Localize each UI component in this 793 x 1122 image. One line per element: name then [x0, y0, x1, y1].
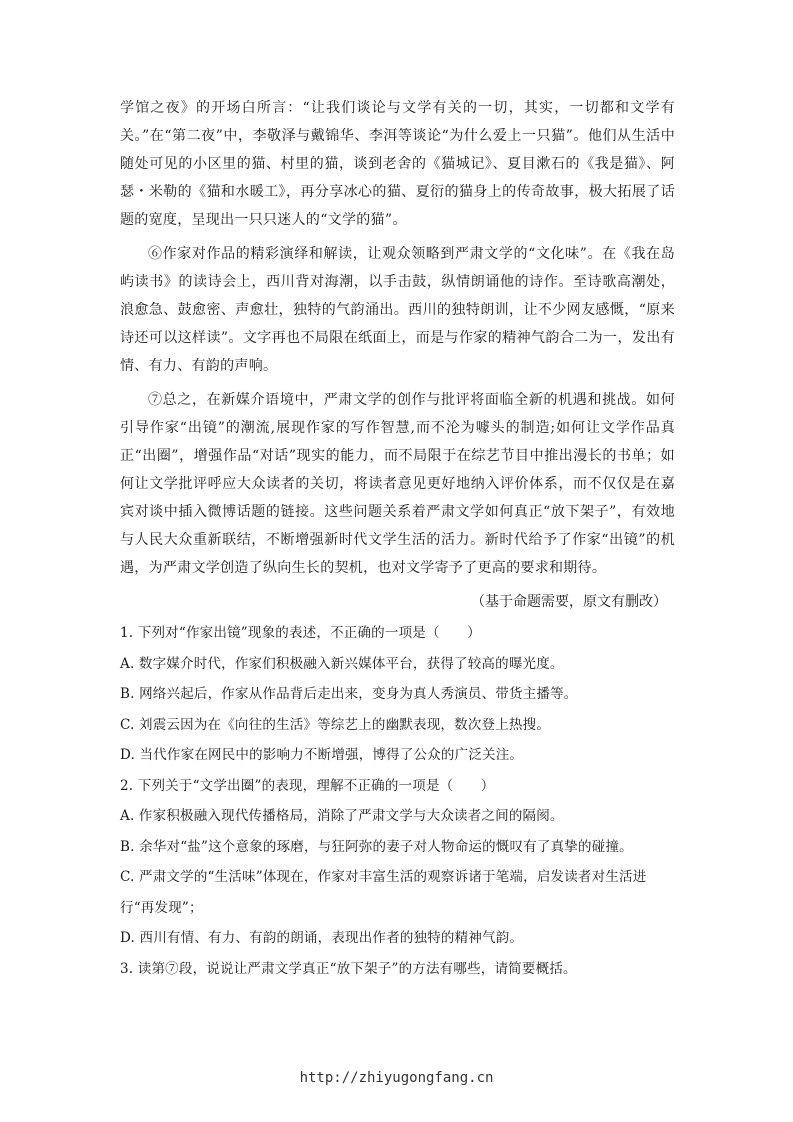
question-2-option-d: D. 西川有情、有力、有韵的朗诵，表现出作者的独特的精神气韵。 — [120, 930, 524, 946]
source-note: （基于命题需要，原文有删改） — [471, 594, 667, 610]
question-1-option-c: C. 刘震云因为在《向往的生活》等综艺上的幽默表现，数次登上热搜。 — [120, 716, 551, 733]
question-2-option-c: C. 严肃文学的“生活味”体现在，作家对丰富生活的观察诉诸于笔端，启发读者对生活进 — [120, 869, 647, 885]
question-1-option-d: D. 当代作家在网民中的影响力不断增强，博得了公众的广泛关注。 — [120, 747, 524, 763]
question-1-stem: 1. 下列对“作家出镜”现象的表述，不正确的一项是（ ） — [120, 625, 481, 641]
question-1-option-b: B. 网络兴起后，作家从作品背后走出来，变身为真人秀演员、带货主播等。 — [120, 686, 578, 702]
article-paragraph-5-end: 学馆之夜》的开场白所言：“让我们谈论与文学有关的一切，其实，一切都和文学有关。”在“第二夜”中，李敬泽与戴锦华、李洱等谈论“为什么爱上一只猫”。他们从生活中随处可见的小区里的猫、村里的猫，谈到老舍的《猫城记》、夏目漱石的《我是猫》、阿瑟・米勒的《猫和水暖工》，再分享冰心的猫、夏衍的猫身上的传奇故事，极大拓展了话题的宽度，呈现出一只只迷人的“文学的猫”。 — [120, 100, 675, 228]
article-paragraph-6: ⑥作家对作品的精彩演绎和解读，让观众领略到严肃文学的“文化味”。在《我在岛屿读书》的读诗会上，西川背对海潮，以手击鼓，纵情朗诵他的诗作。至诗歌高潮处，浪愈急、鼓愈密、声愈壮，独特的气韵涌出。西川的独特朗训，让不少网友感慨，“原来诗还可以这样读”。文字再也不局限在纸面上，而是与作家的精神气韵合二为一，发出有情、有力、有韵的声响。 — [120, 246, 675, 374]
question-2-stem: 2. 下列关于“文学出圈”的表现，理解不正确的一项是（ ） — [120, 777, 495, 794]
question-3 — [120, 954, 675, 985]
question-3-stem: 3. 读第⑦段，说说让严肃文学真正“放下架子”的方法有哪些，请简要概括。 — [120, 960, 577, 977]
article-paragraph-7: ⑦总之，在新媒介语境中，严肃文学的创作与批评将面临全新的机遇和挑战。如何引导作家“出镜”的潮流,展现作家的写作智慧,而不沦为噱头的制造;如何让文学作品真正“出圈”，增强作品“对话”现实的能力，而不局限于在综艺节目中推出漫长的书单；如何让文学批评呼应大众读者的关切，将读者意见更好地纳入评价体系，而不仅仅是在嘉宾对谈中插入微博话题的链接。这些问题关系着严肃文学如何真正“放下架子”，有效地与人民大众重新联结，不断增强新时代文学生活的活力。新时代给予了作家“出镜”的机遇，为严肃文学创造了纵向生长的契机，也对文学寄予了更高的要求和期待。 — [120, 392, 675, 576]
document-page — [120, 94, 675, 984]
question-2-option-c-cont: 行“再发现”； — [120, 899, 203, 916]
question-2-option-a: A. 作家积极融入现代传播格局，消除了严肃文学与大众读者之间的隔阂。 — [120, 808, 564, 824]
footer-url: http://zhiyugongfang.cn — [299, 1070, 494, 1086]
question-2-option-b: B. 余华对“盐”这个意象的琢磨，与狂阿弥的妻子对人物命运的慨叹有了真挚的碰撞。 — [120, 838, 633, 855]
question-1 — [120, 618, 675, 771]
question-2 — [120, 771, 675, 954]
question-1-option-a: A. 数字媒介时代，作家们积极融入新兴媒体平台，获得了较高的曝光度。 — [120, 655, 564, 672]
